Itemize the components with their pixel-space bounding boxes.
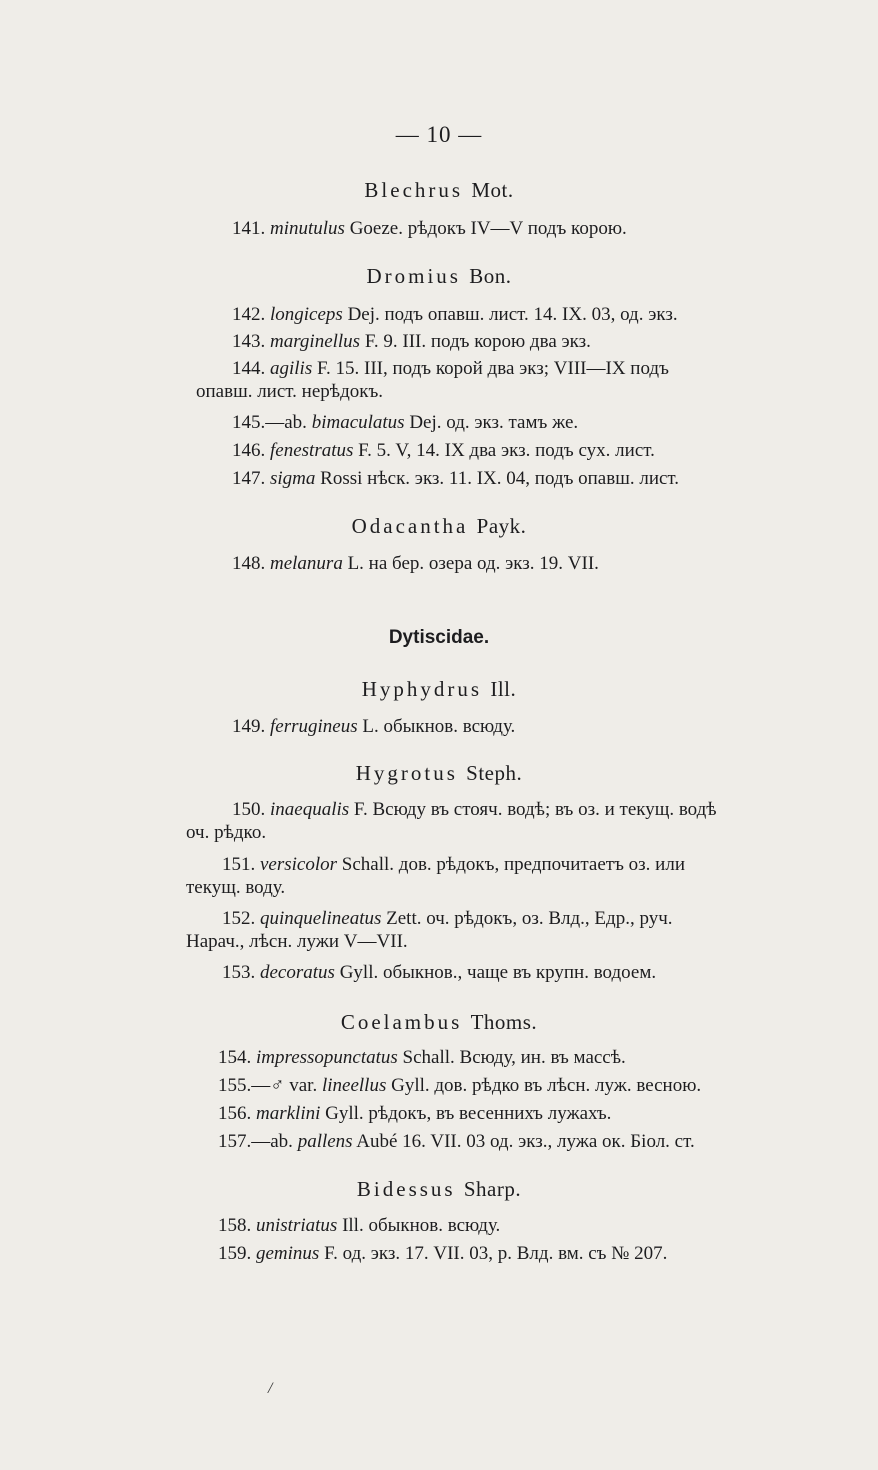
entry-154 <box>218 1045 626 1071</box>
entry-text: F. 5. V, 14. IX два экз. подъ сух. лист. <box>358 440 655 461</box>
entry-number: 145.—ab. <box>232 412 307 433</box>
species-name: pallens <box>297 1131 353 1152</box>
genus-heading-hyphydrus <box>0 677 878 702</box>
entry-155 <box>218 1073 701 1099</box>
entry-153 <box>222 960 656 986</box>
entry-152 <box>222 906 673 932</box>
entry-number: 155.—♂ var. <box>218 1075 318 1096</box>
species-name: marginellus <box>270 331 361 352</box>
genus-name: Hyphydrus <box>361 677 483 701</box>
entry-number: 157.—ab. <box>218 1131 293 1152</box>
entry-152-continuation: Нарач., лѣсн. лужи V—VII. <box>186 931 408 952</box>
genus-name: Dromius <box>366 264 461 288</box>
species-name: decoratus <box>260 962 335 983</box>
genus-heading-bidessus <box>0 1177 878 1202</box>
entry-text: Gyll. обыкнов., чаще въ крупн. водоем. <box>339 962 657 983</box>
entry-text: Gyll. дов. рѣдко въ лѣсн. луж. весною. <box>391 1075 702 1096</box>
species-name: unistriatus <box>256 1215 338 1236</box>
genus-author: Ill. <box>490 677 517 701</box>
entry-number: 153. <box>222 962 256 983</box>
species-name: quinquelineatus <box>260 908 382 929</box>
entry-number: 149. <box>232 716 266 737</box>
entry-number: 148. <box>232 553 266 574</box>
entry-number: 151. <box>222 854 256 875</box>
entry-151-continuation: текущ. воду. <box>186 877 286 898</box>
entry-text: F. Всюду въ стояч. водѣ; въ оз. и текущ. водѣ <box>353 799 717 820</box>
entry-text: Gyll. рѣдокъ, въ весеннихъ лужахъ. <box>325 1103 612 1124</box>
entry-144 <box>232 356 669 382</box>
genus-heading-hygrotus <box>0 761 878 786</box>
species-name: marklini <box>256 1103 321 1124</box>
species-name: fenestratus <box>270 440 354 461</box>
species-name: minutulus <box>270 218 345 239</box>
entry-text: Dej. подъ опавш. лист. 14. IX. 03, од. экз. <box>347 304 678 325</box>
entry-147 <box>232 466 679 492</box>
species-name: agilis <box>270 358 313 379</box>
genus-author: Bon. <box>469 264 512 288</box>
genus-heading-coelambus <box>0 1010 878 1035</box>
footer-mark: / <box>268 1380 273 1397</box>
entry-141 <box>232 216 627 242</box>
entry-150-continuation: оч. рѣдко. <box>186 822 267 843</box>
genus-heading-odacantha <box>0 514 878 539</box>
species-name: geminus <box>256 1243 320 1264</box>
entry-text: L. на бер. озера од. экз. 19. VII. <box>347 553 599 574</box>
page-number: — 10 — <box>395 122 483 147</box>
entry-text: Schall. дов. рѣдокъ, предпочитаетъ оз. или <box>341 854 685 875</box>
entry-number: 141. <box>232 218 266 239</box>
entry-text: Aubé 16. VII. 03 од. экз., лужа ок. Біол. ст. <box>356 1131 695 1152</box>
entry-number: 150. <box>232 799 266 820</box>
entry-142 <box>232 302 678 328</box>
entry-text: Ill. обыкнов. всюду. <box>342 1215 501 1236</box>
species-name: longiceps <box>270 304 343 325</box>
genus-author: Sharp. <box>463 1177 522 1201</box>
entry-text: Dej. од. экз. тамъ же. <box>409 412 579 433</box>
entry-number: 152. <box>222 908 256 929</box>
genus-name: Bidessus <box>356 1177 456 1201</box>
entry-text: F. од. экз. 17. VII. 03, р. Влд. вм. съ № 207. <box>324 1243 668 1264</box>
species-name: inaequalis <box>270 799 350 820</box>
entry-text: L. обыкнов. всюду. <box>362 716 516 737</box>
species-name: versicolor <box>260 854 338 875</box>
entry-156 <box>218 1101 611 1127</box>
entry-number: 143. <box>232 331 266 352</box>
entry-159 <box>218 1241 667 1267</box>
genus-author: Mot. <box>471 178 514 202</box>
entry-145 <box>232 410 578 436</box>
entry-150 <box>232 797 717 823</box>
genus-name: Coelambus <box>340 1010 463 1034</box>
entry-text: F. 9. III. подъ корою два экз. <box>364 331 591 352</box>
species-name: ferrugineus <box>270 716 358 737</box>
entry-157 <box>218 1129 695 1155</box>
species-name: impressopunctatus <box>256 1047 398 1068</box>
entry-148 <box>232 551 599 577</box>
entry-143 <box>232 329 591 355</box>
species-name: bimaculatus <box>311 412 405 433</box>
species-name: lineellus <box>321 1075 387 1096</box>
entry-text: Rossi нѣск. экз. 11. IX. 04, подъ опавш. лист. <box>320 468 680 489</box>
family-heading: Dytiscidae. <box>388 627 490 648</box>
entry-151 <box>222 852 685 878</box>
entry-number: 158. <box>218 1215 252 1236</box>
species-name: sigma <box>270 468 316 489</box>
entry-text: F. 15. III, подъ корой два экз; VIII—IX подъ <box>316 358 669 379</box>
entry-text: Zett. оч. рѣдокъ, оз. Влд., Едр., руч. <box>386 908 673 929</box>
entry-number: 146. <box>232 440 266 461</box>
genus-author: Thoms. <box>470 1010 538 1034</box>
entry-144-continuation: опавш. лист. нерѣдокъ. <box>196 381 384 402</box>
genus-name: Hygrotus <box>355 761 458 785</box>
genus-author: Steph. <box>466 761 523 785</box>
entry-number: 147. <box>232 468 266 489</box>
genus-author: Payk. <box>476 514 527 538</box>
genus-name: Blechrus <box>364 178 464 202</box>
entry-149 <box>232 714 515 740</box>
entry-158 <box>218 1213 500 1239</box>
entry-number: 159. <box>218 1243 252 1264</box>
entry-text: Schall. Всюду, ин. въ массѣ. <box>402 1047 626 1068</box>
entry-number: 142. <box>232 304 266 325</box>
entry-number: 156. <box>218 1103 252 1124</box>
entry-number: 154. <box>218 1047 252 1068</box>
entry-text: Goeze. рѣдокъ IV—V подъ корою. <box>349 218 627 239</box>
entry-number: 144. <box>232 358 266 379</box>
entry-146 <box>232 438 655 464</box>
genus-name: Odacantha <box>351 514 469 538</box>
species-name: melanura <box>270 553 343 574</box>
genus-heading-dromius <box>0 264 878 289</box>
genus-heading-blechrus <box>0 178 878 203</box>
